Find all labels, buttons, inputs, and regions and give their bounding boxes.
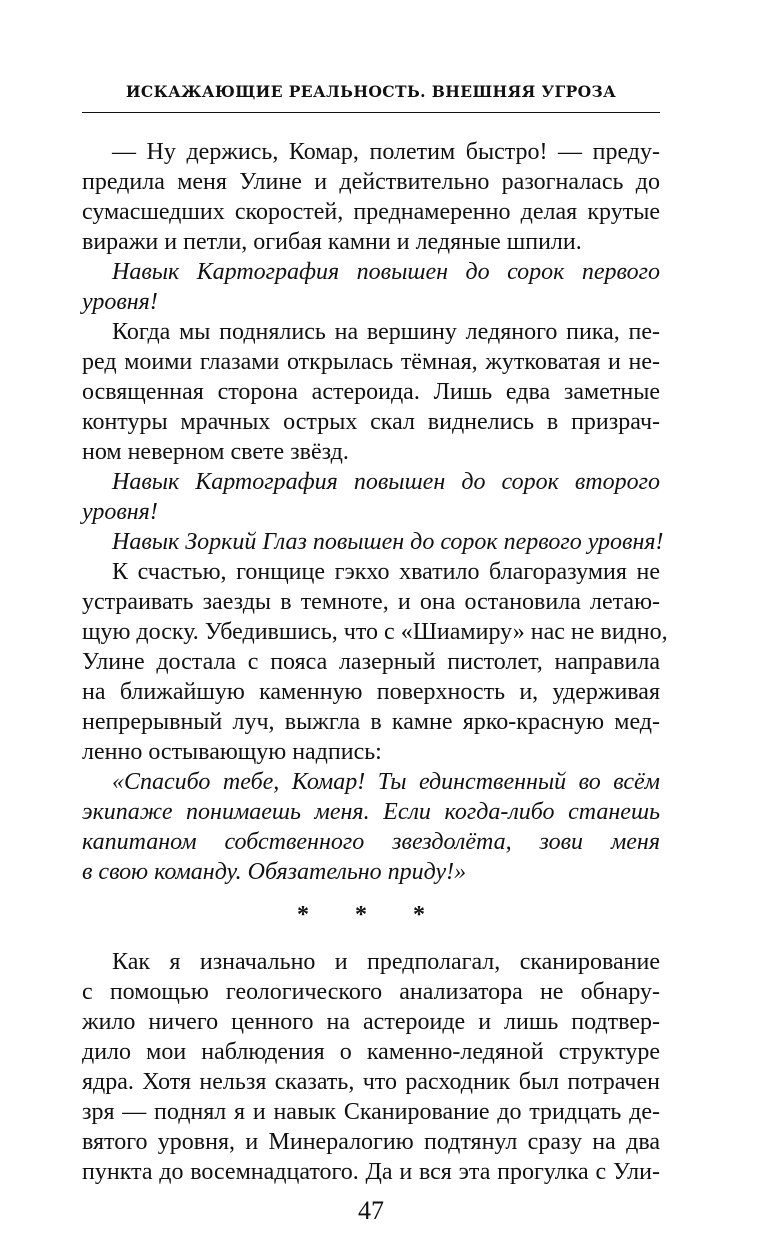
text-line: сумасшедших скоростей, преднамеренно делая крутые: [82, 199, 660, 225]
text-line: жило ничего ценного на астероиде и лишь подтвер-: [82, 1009, 660, 1035]
text-line: ленно остывающую надпись:: [82, 739, 382, 765]
text-line: пункта до восемнадцатого. Да и вся эта прогулка с Ули-: [82, 1159, 660, 1185]
text-line: дило мои наблюдения о каменно-ледяной структуре: [82, 1039, 660, 1065]
skill-notice-line: уровня!: [82, 289, 158, 315]
section-break: * * *: [297, 902, 445, 928]
text-line: вятого уровня, и Минералогию подтянул сразу на два: [82, 1129, 660, 1155]
text-line: освященная сторона астероида. Лишь едва заметные: [82, 379, 660, 405]
inscription-line: в свою команду. Обязательно приду!»: [82, 859, 467, 885]
text-line: с помощью геологического анализатора не обнару-: [82, 979, 660, 1005]
running-header: ИСКАЖАЮЩИЕ РЕАЛЬНОСТЬ. ВНЕШНЯЯ УГРОЗА: [125, 82, 617, 101]
text-line: К счастью, гонщице гэкхо хватило благоразумия не: [112, 559, 660, 585]
text-line: Когда мы поднялись на вершину ледяного пика, пе-: [112, 319, 660, 345]
page-number: 47: [358, 1196, 384, 1225]
text-line: на ближайшую каменную поверхность и, удерживая: [82, 679, 660, 705]
skill-notice-line: Навык Картография повышен до сорок первого: [112, 259, 660, 285]
inscription-line: капитаном собственного звездолёта, зови меня: [82, 829, 660, 855]
text-line: устраивать заезды в темноте, и она остановила летаю-: [82, 589, 660, 615]
inscription-line: экипаже понимаешь меня. Если когда-либо станешь: [82, 799, 660, 825]
skill-notice-line: Навык Картография повышен до сорок второго: [112, 469, 660, 495]
text-line: ном неверном свете звёзд.: [82, 439, 349, 465]
text-line: непрерывный луч, выжгла в камне ярко-красную мед-: [82, 709, 660, 735]
text-line: щую доску. Убедившись, что с «Шиамиру» нас не видно,: [82, 619, 668, 645]
skill-notice-line: Навык Зоркий Глаз повышен до сорок первого уровня!: [112, 529, 664, 555]
text-line: — Ну держись, Комар, полетим быстро! — преду-: [112, 139, 660, 165]
text-line: контуры мрачных острых скал виднелись в призрач-: [82, 409, 660, 435]
text-line: ред моими глазами открылась тёмная, жутковатая и не-: [82, 349, 660, 375]
text-line: предила меня Улине и действительно разогналась до: [82, 169, 660, 195]
text-line: ядра. Хотя нельзя сказать, что расходник был потрачен: [82, 1069, 660, 1095]
header-rule: [82, 112, 660, 113]
text-line: зря — поднял я и навык Сканирование до тридцать де-: [82, 1099, 660, 1125]
skill-notice-line: уровня!: [82, 499, 158, 525]
text-line: Улине достала с пояса лазерный пистолет, направила: [82, 649, 660, 675]
inscription-line: «Спасибо тебе, Комар! Ты единственный во всём: [112, 769, 660, 795]
text-line: Как я изначально и предполагал, сканирование: [112, 949, 660, 975]
text-line: виражи и петли, огибая камни и ледяные шпили.: [82, 229, 582, 255]
